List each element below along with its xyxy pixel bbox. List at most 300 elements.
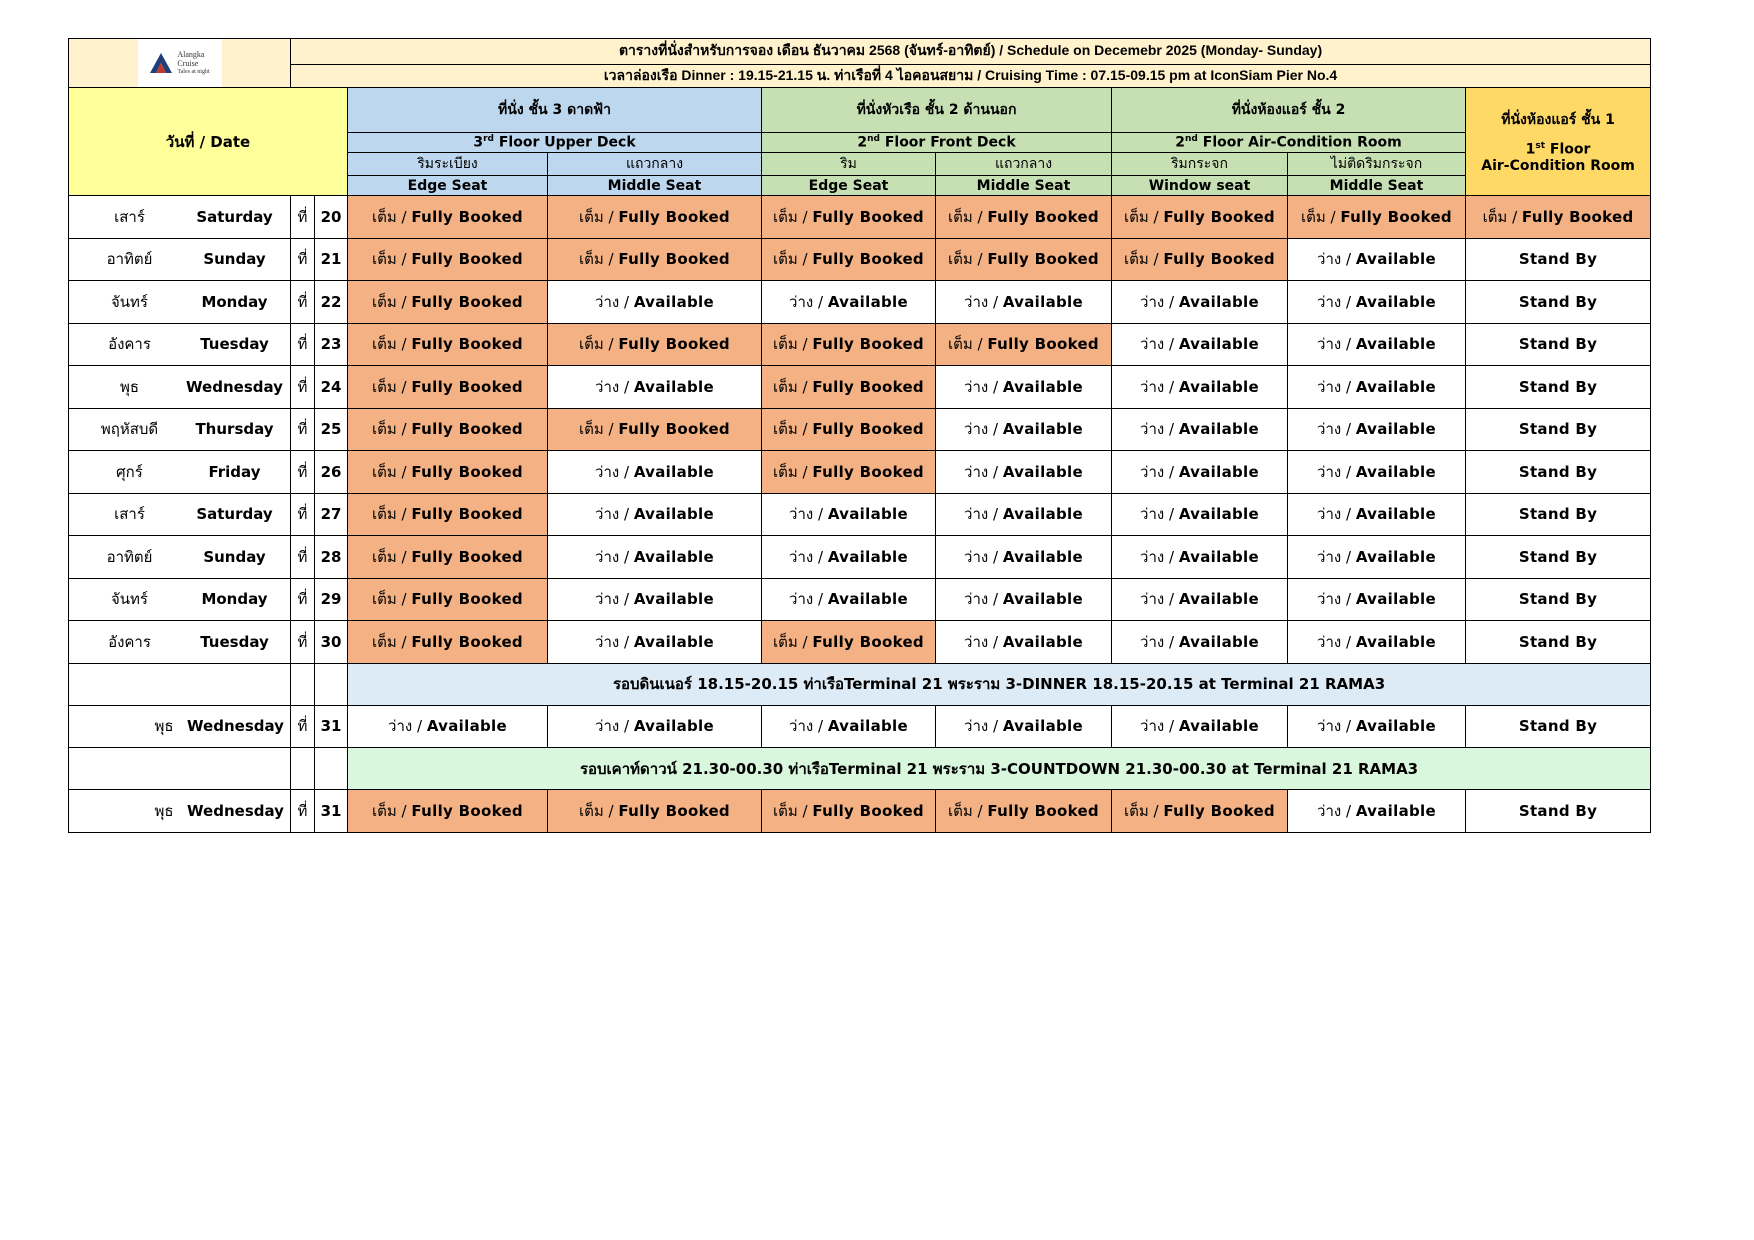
status-english: Available — [633, 632, 714, 651]
status-cell-fully-booked[interactable] — [348, 196, 548, 239]
status-thai: เต็ม / — [372, 547, 412, 566]
status-english: Fully Booked — [411, 420, 523, 439]
sub-header-thai-1: ริมระเบียง — [348, 153, 548, 176]
status-cell-available[interactable] — [1288, 451, 1466, 494]
day-english: Tuesday — [200, 335, 269, 354]
table-row — [69, 536, 1651, 579]
booking-schedule-table — [68, 38, 1651, 833]
day-english: Monday — [201, 292, 268, 311]
status-thai: เต็ม / — [372, 292, 412, 311]
date-number: 23 — [320, 335, 342, 354]
status-thai: เต็ม / — [773, 207, 813, 226]
status-english: Fully Booked — [812, 632, 924, 651]
status-cell-available[interactable] — [936, 451, 1112, 494]
status-cell-fully-booked[interactable] — [548, 408, 762, 451]
status-thai: ว่าง / — [1317, 377, 1356, 396]
date-prefix-cell — [291, 281, 315, 324]
status-thai: ว่าง / — [1140, 335, 1179, 354]
status-cell-available[interactable] — [1112, 323, 1288, 366]
day-thai: พฤหัสบดี — [100, 420, 159, 439]
status-cell-fully-booked[interactable] — [348, 578, 548, 621]
group-header-en-2: 2nd Floor Front Deck — [762, 133, 1112, 153]
status-cell-fully-booked[interactable] — [1112, 790, 1288, 833]
status-thai: เต็ม / — [948, 250, 988, 269]
status-cell-fully-booked[interactable] — [548, 323, 762, 366]
first-floor-thai: ที่นั่งห้องแอร์ ชั้น 1 — [1501, 112, 1615, 129]
group-header-thai-1: ที่นั่ง ชั้น 3 ดาดฟ้า — [348, 88, 762, 133]
status-cell-available[interactable] — [936, 536, 1112, 579]
status-standby: Stand By — [1518, 420, 1598, 439]
date-number: 31 — [320, 717, 342, 736]
status-cell-available[interactable] — [762, 493, 936, 536]
status-cell-fully-booked[interactable] — [1466, 196, 1651, 239]
status-cell-fully-booked[interactable] — [348, 790, 548, 833]
status-thai: ว่าง / — [1317, 632, 1356, 651]
status-thai: ว่าง / — [595, 377, 634, 396]
day-english: Saturday — [196, 207, 273, 226]
special-session-notice: รอบเคาท์ดาวน์ 21.30-00.30 ท่าเรือTerminal 21 พระราม 3-COUNTDOWN 21.30-00.30 at Terminal 21 RAMA3 — [348, 748, 1651, 790]
date-number: 31 — [320, 801, 342, 820]
status-english: Available — [1002, 590, 1083, 609]
logo-text-2: Cruise — [177, 58, 199, 68]
day-thai: อังคาร — [108, 335, 151, 354]
status-cell-fully-booked[interactable] — [936, 238, 1112, 281]
sub-header-en-2: Middle Seat — [548, 176, 762, 196]
day-name-cell — [69, 238, 291, 281]
date-number-cell — [315, 366, 348, 409]
status-thai: เต็ม / — [579, 250, 619, 269]
table-row — [69, 493, 1651, 536]
status-cell-available[interactable] — [1288, 323, 1466, 366]
day-name-cell — [69, 281, 291, 324]
status-thai: เต็ม / — [1124, 207, 1164, 226]
status-english: Fully Booked — [1340, 207, 1452, 226]
status-thai: เต็ม / — [773, 462, 813, 481]
status-thai: ว่าง / — [1317, 590, 1356, 609]
status-cell-fully-booked[interactable] — [936, 790, 1112, 833]
status-cell-fully-booked[interactable] — [762, 196, 936, 239]
status-cell-available[interactable] — [1288, 238, 1466, 281]
boat-logo-icon — [149, 52, 173, 74]
status-cell-fully-booked[interactable] — [348, 493, 548, 536]
status-cell-available[interactable] — [548, 536, 762, 579]
status-cell-fully-booked[interactable] — [762, 451, 936, 494]
status-cell-fully-booked[interactable] — [762, 238, 936, 281]
status-cell-available[interactable] — [1112, 366, 1288, 409]
day-name-cell — [69, 323, 291, 366]
status-cell-available[interactable] — [548, 705, 762, 748]
status-thai: ว่าง / — [1140, 292, 1179, 311]
status-english: Fully Booked — [812, 207, 924, 226]
status-thai: ว่าง / — [1140, 377, 1179, 396]
status-cell-available[interactable] — [348, 705, 548, 748]
status-english: Available — [633, 377, 714, 396]
day-english: Monday — [201, 590, 268, 609]
date-prefix-cell — [291, 451, 315, 494]
status-cell-available[interactable] — [1112, 451, 1288, 494]
notice-empty-cell — [315, 663, 348, 705]
status-thai: ว่าง / — [1140, 547, 1179, 566]
status-cell-fully-booked[interactable] — [1288, 196, 1466, 239]
status-cell-standby[interactable] — [1466, 281, 1651, 324]
status-cell-fully-booked[interactable] — [348, 323, 548, 366]
special-session-row — [69, 663, 1651, 705]
date-prefix: ที่ — [297, 335, 308, 354]
status-cell-available[interactable] — [762, 705, 936, 748]
status-cell-fully-booked[interactable] — [348, 536, 548, 579]
status-cell-available[interactable] — [1288, 621, 1466, 664]
status-english: Available — [827, 547, 908, 566]
status-english: Available — [633, 462, 714, 481]
date-number-cell — [315, 323, 348, 366]
date-prefix-cell — [291, 790, 315, 833]
status-cell-available[interactable] — [936, 366, 1112, 409]
status-cell-available[interactable] — [762, 578, 936, 621]
date-number-cell — [315, 281, 348, 324]
status-cell-fully-booked[interactable] — [348, 621, 548, 664]
status-english: Available — [633, 505, 714, 524]
status-thai: ว่าง / — [595, 505, 634, 524]
day-english: Wednesday — [187, 717, 284, 736]
status-cell-available[interactable] — [1288, 366, 1466, 409]
status-thai: เต็ม / — [372, 632, 412, 651]
status-thai: เต็ม / — [1482, 207, 1522, 226]
status-cell-available[interactable] — [548, 578, 762, 621]
status-thai: ว่าง / — [1317, 335, 1356, 354]
date-number: 28 — [320, 547, 342, 566]
status-cell-fully-booked[interactable] — [548, 238, 762, 281]
status-thai: ว่าง / — [1317, 717, 1356, 736]
status-thai: ว่าง / — [1317, 292, 1356, 311]
status-thai: ว่าง / — [1317, 420, 1356, 439]
status-english: Available — [1178, 420, 1259, 439]
status-english: Fully Booked — [411, 505, 523, 524]
status-cell-available[interactable] — [1288, 408, 1466, 451]
status-english: Available — [1002, 292, 1083, 311]
status-cell-available[interactable] — [936, 578, 1112, 621]
status-standby: Stand By — [1518, 462, 1598, 481]
status-english: Fully Booked — [812, 420, 924, 439]
status-cell-fully-booked[interactable] — [762, 408, 936, 451]
date-prefix: ที่ — [297, 377, 308, 396]
status-cell-fully-booked[interactable] — [348, 366, 548, 409]
sub-header-en-5: Window seat — [1112, 176, 1288, 196]
status-cell-available[interactable] — [1112, 408, 1288, 451]
status-thai: ว่าง / — [1317, 505, 1356, 524]
status-english: Available — [1355, 335, 1436, 354]
status-thai: เต็ม / — [1124, 250, 1164, 269]
status-cell-fully-booked[interactable] — [762, 366, 936, 409]
status-cell-standby[interactable] — [1466, 705, 1651, 748]
status-cell-standby[interactable] — [1466, 408, 1651, 451]
date-number-cell — [315, 493, 348, 536]
cruising-time: เวลาล่องเรือ Dinner : 19.15-21.15 น. ท่าเรือที่ 4 ไอคอนสยาม / Cruising Time : 07.15-09.15 pm at IconSiam Pier No.4 — [291, 64, 1651, 87]
date-prefix: ที่ — [297, 250, 308, 269]
status-thai: ว่าง / — [964, 590, 1003, 609]
sub-header-en-3: Edge Seat — [762, 176, 936, 196]
status-cell-available[interactable] — [548, 621, 762, 664]
status-cell-fully-booked[interactable] — [1112, 196, 1288, 239]
table-row — [69, 323, 1651, 366]
date-number-cell — [315, 536, 348, 579]
status-cell-available[interactable] — [1288, 790, 1466, 833]
day-english: Sunday — [203, 547, 266, 566]
date-number: 29 — [320, 590, 342, 609]
status-cell-fully-booked[interactable] — [548, 196, 762, 239]
status-cell-standby[interactable] — [1466, 493, 1651, 536]
status-english: Available — [1355, 377, 1436, 396]
status-english: Available — [1355, 420, 1436, 439]
date-number: 25 — [320, 420, 342, 439]
day-name-cell — [69, 621, 291, 664]
status-cell-fully-booked[interactable] — [348, 281, 548, 324]
day-thai: พุธ — [154, 717, 174, 736]
status-english: Fully Booked — [411, 292, 523, 311]
status-english: Available — [1002, 462, 1083, 481]
status-standby: Stand By — [1518, 250, 1598, 269]
status-cell-available[interactable] — [1288, 705, 1466, 748]
status-thai: เต็ม / — [773, 801, 813, 820]
day-english: Wednesday — [186, 377, 283, 396]
status-thai: ว่าง / — [964, 420, 1003, 439]
day-thai: เสาร์ — [114, 505, 145, 524]
status-english: Fully Booked — [987, 207, 1099, 226]
status-thai: เต็ม / — [372, 377, 412, 396]
status-english: Available — [1355, 717, 1436, 736]
day-english: Saturday — [196, 505, 273, 524]
status-english: Fully Booked — [618, 250, 730, 269]
group-header-thai-3: ที่นั่งห้องแอร์ ชั้น 2 — [1112, 88, 1466, 133]
status-cell-standby[interactable] — [1466, 323, 1651, 366]
date-number-cell — [315, 408, 348, 451]
date-prefix-cell — [291, 196, 315, 239]
status-thai: เต็ม / — [372, 250, 412, 269]
notice-empty-cell — [69, 748, 291, 790]
status-cell-standby[interactable] — [1466, 790, 1651, 833]
status-cell-available[interactable] — [762, 281, 936, 324]
status-thai: ว่าง / — [964, 547, 1003, 566]
status-english: Fully Booked — [411, 590, 523, 609]
status-cell-available[interactable] — [1288, 536, 1466, 579]
status-cell-standby[interactable] — [1466, 238, 1651, 281]
date-prefix: ที่ — [297, 801, 308, 820]
status-thai: เต็ม / — [579, 335, 619, 354]
status-english: Available — [633, 590, 714, 609]
sub-header-thai-2: แถวกลาง — [548, 153, 762, 176]
date-prefix: ที่ — [297, 547, 308, 566]
status-cell-fully-booked[interactable] — [762, 790, 936, 833]
status-english: Available — [1355, 590, 1436, 609]
status-english: Available — [827, 590, 908, 609]
status-thai: เต็ม / — [372, 590, 412, 609]
status-cell-available[interactable] — [1288, 578, 1466, 621]
status-thai: ว่าง / — [1140, 420, 1179, 439]
status-english: Fully Booked — [1163, 801, 1275, 820]
table-row — [69, 408, 1651, 451]
status-thai: ว่าง / — [789, 590, 828, 609]
status-cell-fully-booked[interactable] — [348, 408, 548, 451]
status-cell-fully-booked[interactable] — [348, 451, 548, 494]
day-name-cell — [69, 790, 291, 833]
status-cell-available[interactable] — [1112, 578, 1288, 621]
date-prefix-cell — [291, 578, 315, 621]
date-prefix: ที่ — [297, 590, 308, 609]
status-thai: เต็ม / — [579, 207, 619, 226]
status-cell-fully-booked[interactable] — [936, 196, 1112, 239]
date-number: 22 — [320, 292, 342, 311]
status-cell-available[interactable] — [548, 493, 762, 536]
status-cell-available[interactable] — [936, 281, 1112, 324]
status-english: Available — [1002, 505, 1083, 524]
date-number-cell — [315, 238, 348, 281]
status-cell-available[interactable] — [762, 536, 936, 579]
group-header-thai-2: ที่นั่งหัวเรือ ชั้น 2 ด้านนอก — [762, 88, 1112, 133]
status-cell-standby[interactable] — [1466, 451, 1651, 494]
status-cell-available[interactable] — [548, 451, 762, 494]
status-thai: ว่าง / — [595, 590, 634, 609]
status-thai: เต็ม / — [372, 420, 412, 439]
date-number-cell — [315, 790, 348, 833]
date-number: 26 — [320, 462, 342, 481]
logo-text-1: Alangka — [177, 49, 205, 59]
notice-empty-cell — [291, 748, 315, 790]
status-english: Fully Booked — [1521, 207, 1634, 226]
status-thai: ว่าง / — [388, 717, 427, 736]
status-cell-available[interactable] — [936, 705, 1112, 748]
status-english: Available — [827, 717, 908, 736]
status-english: Available — [1178, 632, 1259, 651]
status-thai: ว่าง / — [595, 292, 634, 311]
date-prefix-cell — [291, 408, 315, 451]
status-english: Fully Booked — [1163, 207, 1275, 226]
status-cell-available[interactable] — [548, 281, 762, 324]
status-thai: ว่าง / — [595, 462, 634, 481]
status-thai: ว่าง / — [789, 717, 828, 736]
date-number: 21 — [320, 250, 342, 269]
status-english: Available — [1355, 632, 1436, 651]
table-row — [69, 621, 1651, 664]
status-cell-standby[interactable] — [1466, 366, 1651, 409]
table-row — [69, 790, 1651, 833]
sub-header-thai-4: แถวกลาง — [936, 153, 1112, 176]
logo-text-3: Tales at night — [177, 68, 210, 75]
day-thai: จันทร์ — [111, 292, 148, 311]
day-english: Wednesday — [187, 801, 284, 820]
status-english: Available — [1355, 547, 1436, 566]
sub-header-en-1: Edge Seat — [348, 176, 548, 196]
status-english: Available — [1002, 717, 1083, 736]
status-standby: Stand By — [1518, 717, 1598, 736]
status-thai: เต็ม / — [372, 801, 412, 820]
status-thai: ว่าง / — [595, 717, 634, 736]
date-prefix: ที่ — [297, 505, 308, 524]
status-cell-available[interactable] — [936, 621, 1112, 664]
status-cell-available[interactable] — [1112, 621, 1288, 664]
status-cell-available[interactable] — [1288, 281, 1466, 324]
schedule-title: ตารางที่นั่งสำหรับการจอง เดือน ธันวาคม 2568 (จันทร์-อาทิตย์) / Schedule on Decemebr 2025 (Monday- Sunday) — [291, 39, 1651, 65]
status-english: Available — [1002, 632, 1083, 651]
status-cell-standby[interactable] — [1466, 536, 1651, 579]
sub-header-thai-5: ริมกระจก — [1112, 153, 1288, 176]
status-standby: Stand By — [1518, 505, 1598, 524]
status-cell-available[interactable] — [1112, 536, 1288, 579]
status-thai: เต็ม / — [372, 207, 412, 226]
status-english: Available — [1178, 717, 1259, 736]
status-thai: เต็ม / — [948, 801, 988, 820]
status-cell-available[interactable] — [936, 408, 1112, 451]
status-english: Available — [633, 717, 714, 736]
status-cell-fully-booked[interactable] — [348, 238, 548, 281]
status-english: Available — [633, 547, 714, 566]
status-standby: Stand By — [1518, 377, 1598, 396]
logo-cell — [69, 39, 291, 88]
date-number-cell — [315, 196, 348, 239]
status-thai: ว่าง / — [964, 377, 1003, 396]
status-cell-available[interactable] — [1112, 281, 1288, 324]
status-thai: เต็ม / — [372, 505, 412, 524]
status-cell-fully-booked[interactable] — [548, 790, 762, 833]
status-thai: เต็ม / — [773, 377, 813, 396]
date-prefix-cell — [291, 366, 315, 409]
status-english: Available — [426, 717, 507, 736]
group-header-en-3: 2nd Floor Air-Condition Room — [1112, 133, 1466, 153]
status-cell-fully-booked[interactable] — [762, 323, 936, 366]
status-standby: Stand By — [1518, 590, 1598, 609]
status-english: Available — [1178, 335, 1259, 354]
day-name-cell — [69, 408, 291, 451]
status-thai: ว่าง / — [1317, 250, 1356, 269]
status-cell-fully-booked[interactable] — [936, 323, 1112, 366]
table-row — [69, 366, 1651, 409]
status-english: Fully Booked — [411, 335, 523, 354]
status-english: Available — [633, 292, 714, 311]
day-name-cell — [69, 705, 291, 748]
status-english: Fully Booked — [812, 377, 924, 396]
date-prefix-cell — [291, 493, 315, 536]
day-name-cell — [69, 196, 291, 239]
status-english: Fully Booked — [411, 462, 523, 481]
sub-header-thai-6: ไม่ติดริมกระจก — [1288, 153, 1466, 176]
date-prefix-cell — [291, 238, 315, 281]
sub-header-thai-3: ริม — [762, 153, 936, 176]
status-cell-available[interactable] — [1112, 705, 1288, 748]
day-thai: ศุกร์ — [116, 462, 143, 481]
status-cell-standby[interactable] — [1466, 578, 1651, 621]
status-standby: Stand By — [1518, 335, 1598, 354]
status-english: Available — [827, 505, 908, 524]
status-thai: ว่าง / — [1140, 717, 1179, 736]
status-cell-fully-booked[interactable] — [762, 621, 936, 664]
table-row — [69, 578, 1651, 621]
status-thai: ว่าง / — [789, 292, 828, 311]
status-cell-available[interactable] — [548, 366, 762, 409]
status-cell-available[interactable] — [1112, 493, 1288, 536]
status-thai: ว่าง / — [595, 632, 634, 651]
status-standby: Stand By — [1518, 801, 1598, 820]
status-cell-fully-booked[interactable] — [1112, 238, 1288, 281]
status-english: Fully Booked — [411, 250, 523, 269]
status-thai: ว่าง / — [1140, 505, 1179, 524]
status-cell-standby[interactable] — [1466, 621, 1651, 664]
status-standby: Stand By — [1518, 292, 1598, 311]
status-thai: ว่าง / — [964, 632, 1003, 651]
status-cell-available[interactable] — [1288, 493, 1466, 536]
status-english: Available — [1178, 292, 1259, 311]
first-floor-en-2: Air-Condition Room — [1481, 157, 1635, 174]
status-cell-available[interactable] — [936, 493, 1112, 536]
day-name-cell — [69, 493, 291, 536]
day-thai: เสาร์ — [114, 207, 145, 226]
